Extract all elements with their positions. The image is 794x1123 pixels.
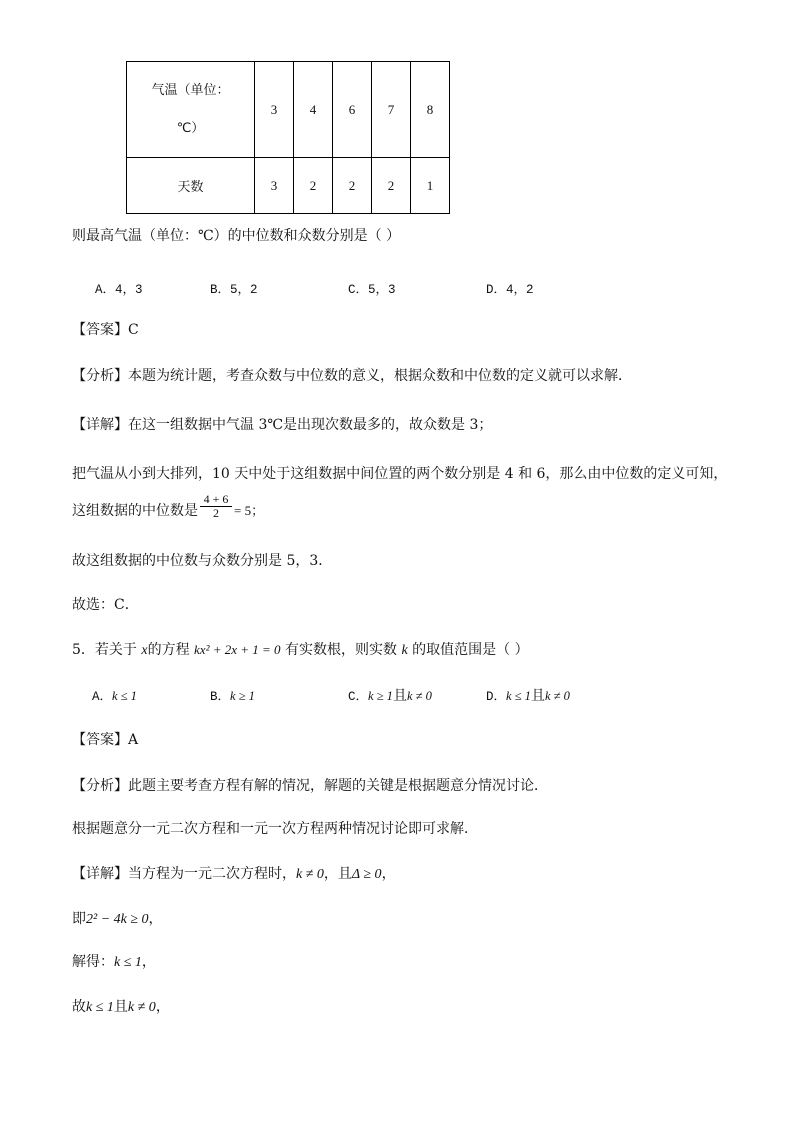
q5-text-end: 的取值范围是（ ） [407, 642, 529, 658]
q4-detail-2: 把气温从小到大排列，10 天中处于这组数据中间位置的两个数分别是 4 和 6，那么由中位数的定义可知， [72, 466, 728, 482]
q5-detail-1-math-2: Δ ≥ 0 [351, 867, 382, 882]
temperature-cell: 7 [372, 62, 411, 158]
option-math: k ≥ 1 [230, 689, 255, 703]
q5-detail-1 [72, 865, 396, 884]
q5-detail-3 [72, 953, 156, 972]
temperature-table [126, 61, 450, 214]
option-math: k ≤ 1 [112, 689, 137, 703]
temperature-cell: 8 [411, 62, 450, 158]
option-label: D． [486, 690, 507, 704]
header-temperature-line1: 气温（单位： [151, 82, 230, 98]
q4-choose: 故选：C． [72, 597, 139, 613]
days-cell: 1 [411, 158, 450, 214]
header-temperature-line2: ℃） [176, 120, 205, 136]
q4-answer: 【答案】C [72, 322, 139, 338]
q5-detail-4-text: 故 [72, 999, 86, 1015]
days-cell: 2 [333, 158, 372, 214]
q4-detail-1: 【详解】在这一组数据中气温 3℃是出现次数最多的，故众数是 3； [72, 417, 493, 433]
q5-detail-2 [72, 910, 163, 929]
option-connector: 且 [530, 688, 545, 704]
q4-detail-3-result: = 5； [234, 503, 265, 518]
q5-option-a [92, 686, 137, 704]
option-math: k ≥ 1 [368, 689, 393, 703]
temperature-cell: 4 [294, 62, 333, 158]
days-cell: 2 [372, 158, 411, 214]
q5-detail-3-text: 解得： [72, 954, 114, 970]
q5-option-b [210, 686, 255, 704]
q5-option-c [348, 686, 432, 705]
header-temperature-cell [127, 62, 255, 158]
q5-detail-4 [72, 998, 170, 1017]
q5-detail-4-math: k ≤ 1 [86, 1000, 114, 1015]
q5-detail-1-math: k ≠ 0 [296, 867, 324, 882]
q5-analysis: 【分析】此题主要考查方程有解的情况，解题的关键是根据题意分情况讨论． [72, 778, 548, 794]
q5-detail-4-end: ， [155, 999, 170, 1015]
days-cell: 2 [294, 158, 333, 214]
option-connector: 且 [392, 688, 407, 704]
q5-detail-1-text: 【详解】当方程为一元二次方程时， [72, 866, 296, 882]
q5-detail-3-end: ， [141, 954, 156, 970]
q5-text-mid: 的方程 [147, 642, 195, 658]
option-math-2: k ≠ 0 [544, 689, 570, 703]
q5-detail-2-text: 即 [72, 911, 86, 927]
q4-question: 则最高气温（单位：℃）的中位数和众数分别是（ ） [72, 228, 401, 244]
q5-option-d [486, 686, 570, 705]
fraction-numerator: 4 + 6 [203, 492, 229, 506]
q4-option-b: B．5，2 [210, 283, 258, 297]
q5-detail-2-math: 2² − 4k ≥ 0 [86, 912, 149, 927]
q4-option-a: A．4，3 [95, 283, 143, 297]
q5-question [72, 641, 529, 660]
q5-analysis-2: 根据题意分一元二次方程和一元一次方程两种情况讨论即可求解． [72, 821, 478, 837]
q5-equation: kx² + 2x + 1 = 0 [194, 642, 281, 657]
q4-detail-3 [72, 502, 198, 520]
option-label: C． [348, 690, 369, 704]
temperature-cell: 6 [333, 62, 372, 158]
median-fraction [200, 493, 232, 520]
q4-detail-4: 故这组数据的中位数与众数分别是 5，3． [72, 553, 333, 569]
q5-detail-2-end: ， [148, 911, 163, 927]
q5-detail-1-end: ， [381, 866, 396, 882]
q4-option-c: C．5，3 [348, 283, 396, 297]
q5-var-x: x [141, 643, 148, 658]
q5-detail-1-mid: ，且 [323, 866, 352, 882]
option-math-2: k ≠ 0 [406, 689, 432, 703]
q5-number: 5．若关于 [72, 642, 142, 658]
q5-text-post: 有实数根，则实数 [280, 642, 402, 658]
q4-detail-3-text: 这组数据的中位数是 [72, 503, 198, 519]
q5-answer: 【答案】A [72, 732, 139, 748]
q4-option-d: D．4，2 [486, 283, 534, 297]
temperature-cell: 3 [255, 62, 294, 158]
option-label: A． [92, 690, 113, 704]
days-cell: 3 [255, 158, 294, 214]
q5-detail-4-mid: 且 [113, 999, 128, 1015]
q5-var-k: k [401, 643, 408, 658]
header-days-cell: 天数 [127, 158, 255, 214]
q5-detail-3-math: k ≤ 1 [114, 955, 142, 970]
q5-detail-4-math-2: k ≠ 0 [127, 1000, 156, 1015]
option-label: B． [210, 690, 231, 704]
fraction-denominator: 2 [213, 506, 219, 520]
option-math: k ≤ 1 [506, 689, 531, 703]
q4-analysis: 【分析】本题为统计题，考查众数与中位数的意义，根据众数和中位数的定义就可以求解． [72, 368, 632, 384]
